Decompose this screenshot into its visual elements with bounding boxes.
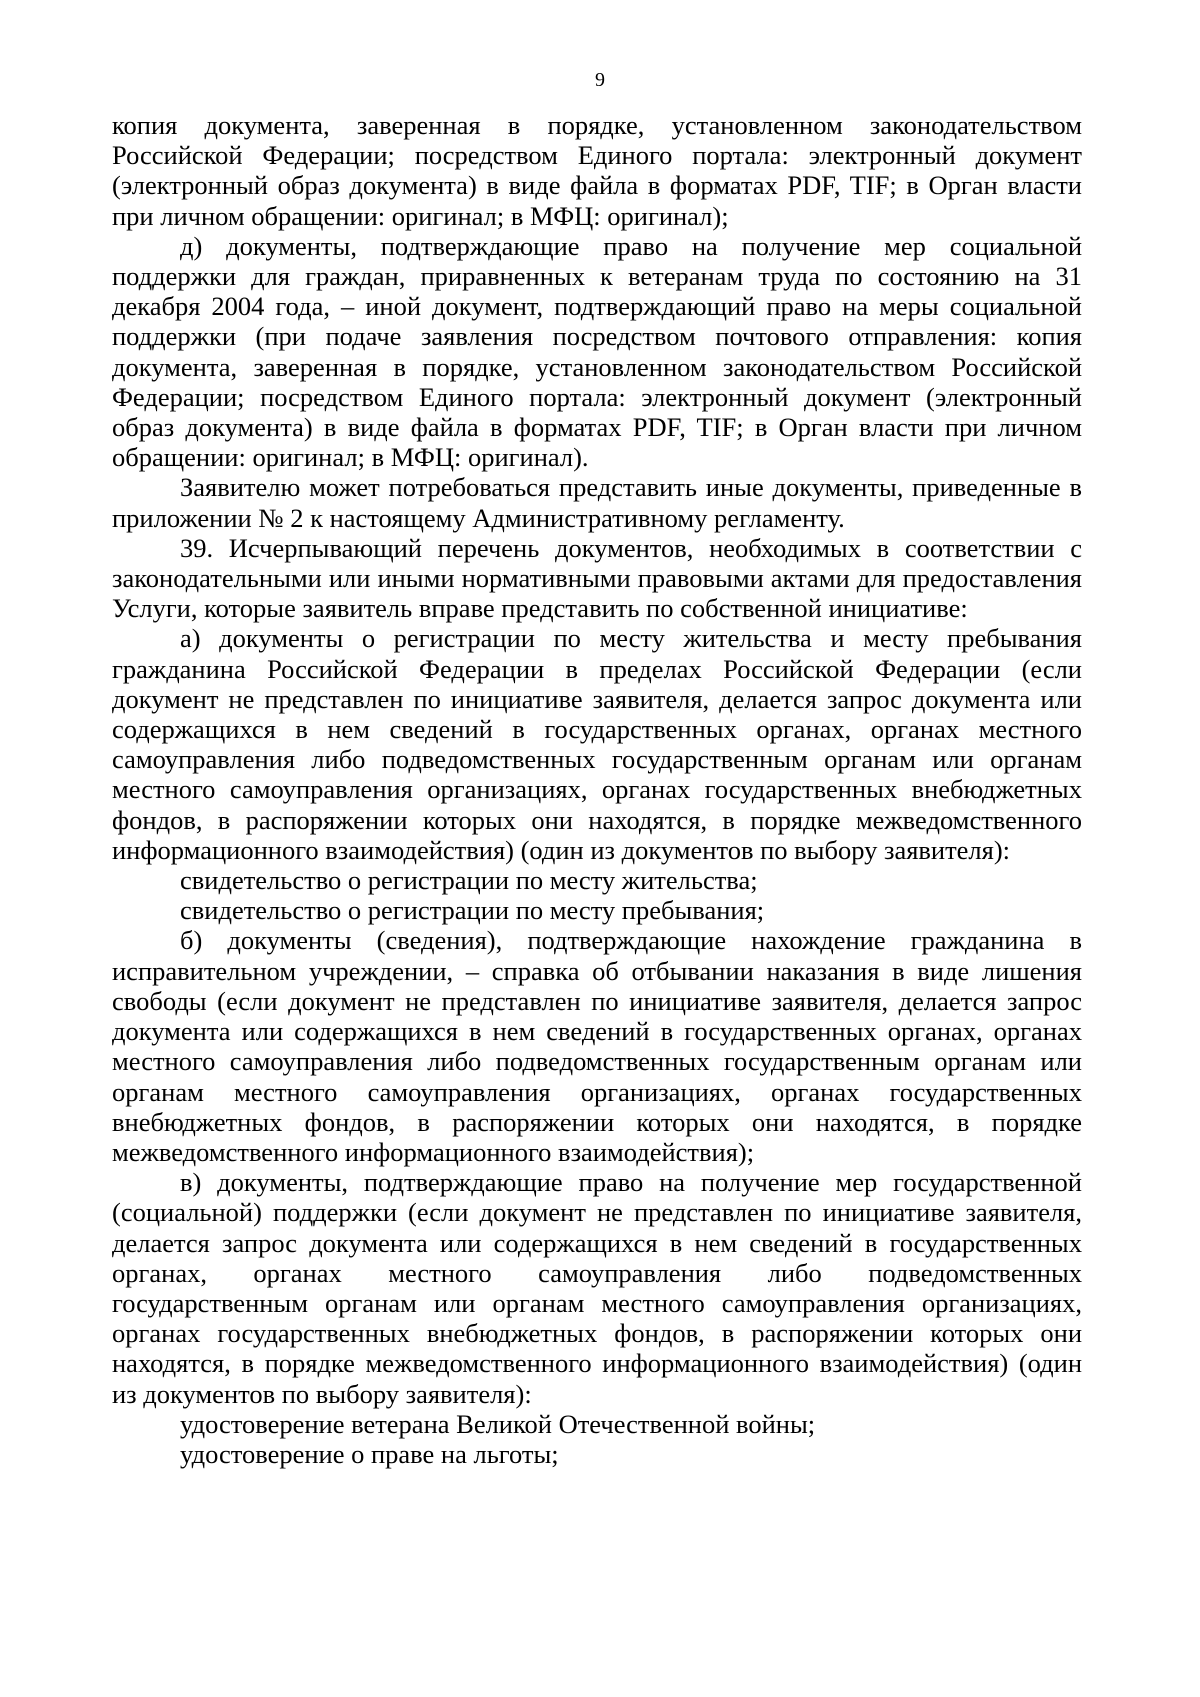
list-item-stay-certificate: свидетельство о регистрации по месту пребывания; bbox=[180, 895, 765, 926]
list-item-residence-certificate: свидетельство о регистрации по месту жительства; bbox=[180, 865, 758, 896]
paragraph-item-v: в) документы, подтверждающие право на получение мер государственной (социальной) поддержки (если документ не представлен по инициативе заявителя, делается запрос документа или содержащихся в нем сведений в государственных органах, органах местного самоуправления либо подведомственных государственным органам или органам местного самоуправления организациях, органах государственных внебюджетных фондов, в распоряжении которых они находятся, в порядке межведомственного информационного взаимодействия) (один из документов по выбору заявителя): bbox=[112, 1167, 1082, 1409]
paragraph-section-39: 39. Исчерпывающий перечень документов, необходимых в соответствии с законодательными или иными нормативными правовыми актами для предоставления Услуги, которые заявитель вправе представить по собственной инициативе: bbox=[112, 532, 1082, 624]
list-item-war-veteran-certificate: удостоверение ветерана Великой Отечественной войны; bbox=[180, 1408, 816, 1439]
paragraph-item-d: д) документы, подтверждающие право на получение мер социальной поддержки для граждан, приравненных к ветеранам труда по состоянию на 31 декабря 2004 года, – иной документ, подтверждающий право на меры социальной поддержки (при подаче заявления посредством почтового отправления: копия документа, заверенная в порядке, установленном законодательством Российской Федерации; посредством Единого портала: электронный документ (электронный образ документа) в виде файла в форматах PDF, TIF; в Орган власти при личном обращении: оригинал; в МФЦ: оригинал). bbox=[112, 230, 1082, 473]
document-body bbox=[112, 110, 1082, 1469]
page-number: 9 bbox=[595, 69, 605, 91]
paragraph-item-b: б) документы (сведения), подтверждающие нахождение гражданина в исправительном учреждении, – справка об отбывании наказания в виде лишения свободы (если документ не представлен по инициативе заявителя, делается запрос документа или содержащихся в нем сведений в государственных органах, органах местного самоуправления либо подведомственных государственным органам или органам местного самоуправления организациях, органах государственных внебюджетных фондов, в распоряжении которых они находятся, в порядке межведомственного информационного взаимодействия); bbox=[112, 925, 1082, 1167]
paragraph-continuation: копия документа, заверенная в порядке, установленном законодательством Российской Федерации; посредством Единого портала: электронный документ (электронный образ документа) в виде файла в форматах PDF, TIF; в Орган власти при личном обращении: оригинал; в МФЦ: оригинал); bbox=[112, 110, 1082, 231]
paragraph-additional-documents: Заявителю может потребоваться представить иные документы, приведенные в приложении № 2 к настоящему Административному регламенту. bbox=[112, 472, 1082, 533]
paragraph-item-a: а) документы о регистрации по месту жительства и месту пребывания гражданина Российской Федерации в пределах Российской Федерации (если документ не представлен по инициативе заявителя, делается запрос документа или содержащихся в нем сведений в государственных органах, органах местного самоуправления либо подведомственных государственным органам или органам местного самоуправления организациях, органах государственных внебюджетных фондов, в распоряжении которых они находятся, в порядке межведомственного информационного взаимодействия) (один из документов по выбору заявителя): bbox=[112, 623, 1082, 865]
list-item-benefits-certificate: удостоверение о праве на льготы; bbox=[180, 1438, 559, 1469]
